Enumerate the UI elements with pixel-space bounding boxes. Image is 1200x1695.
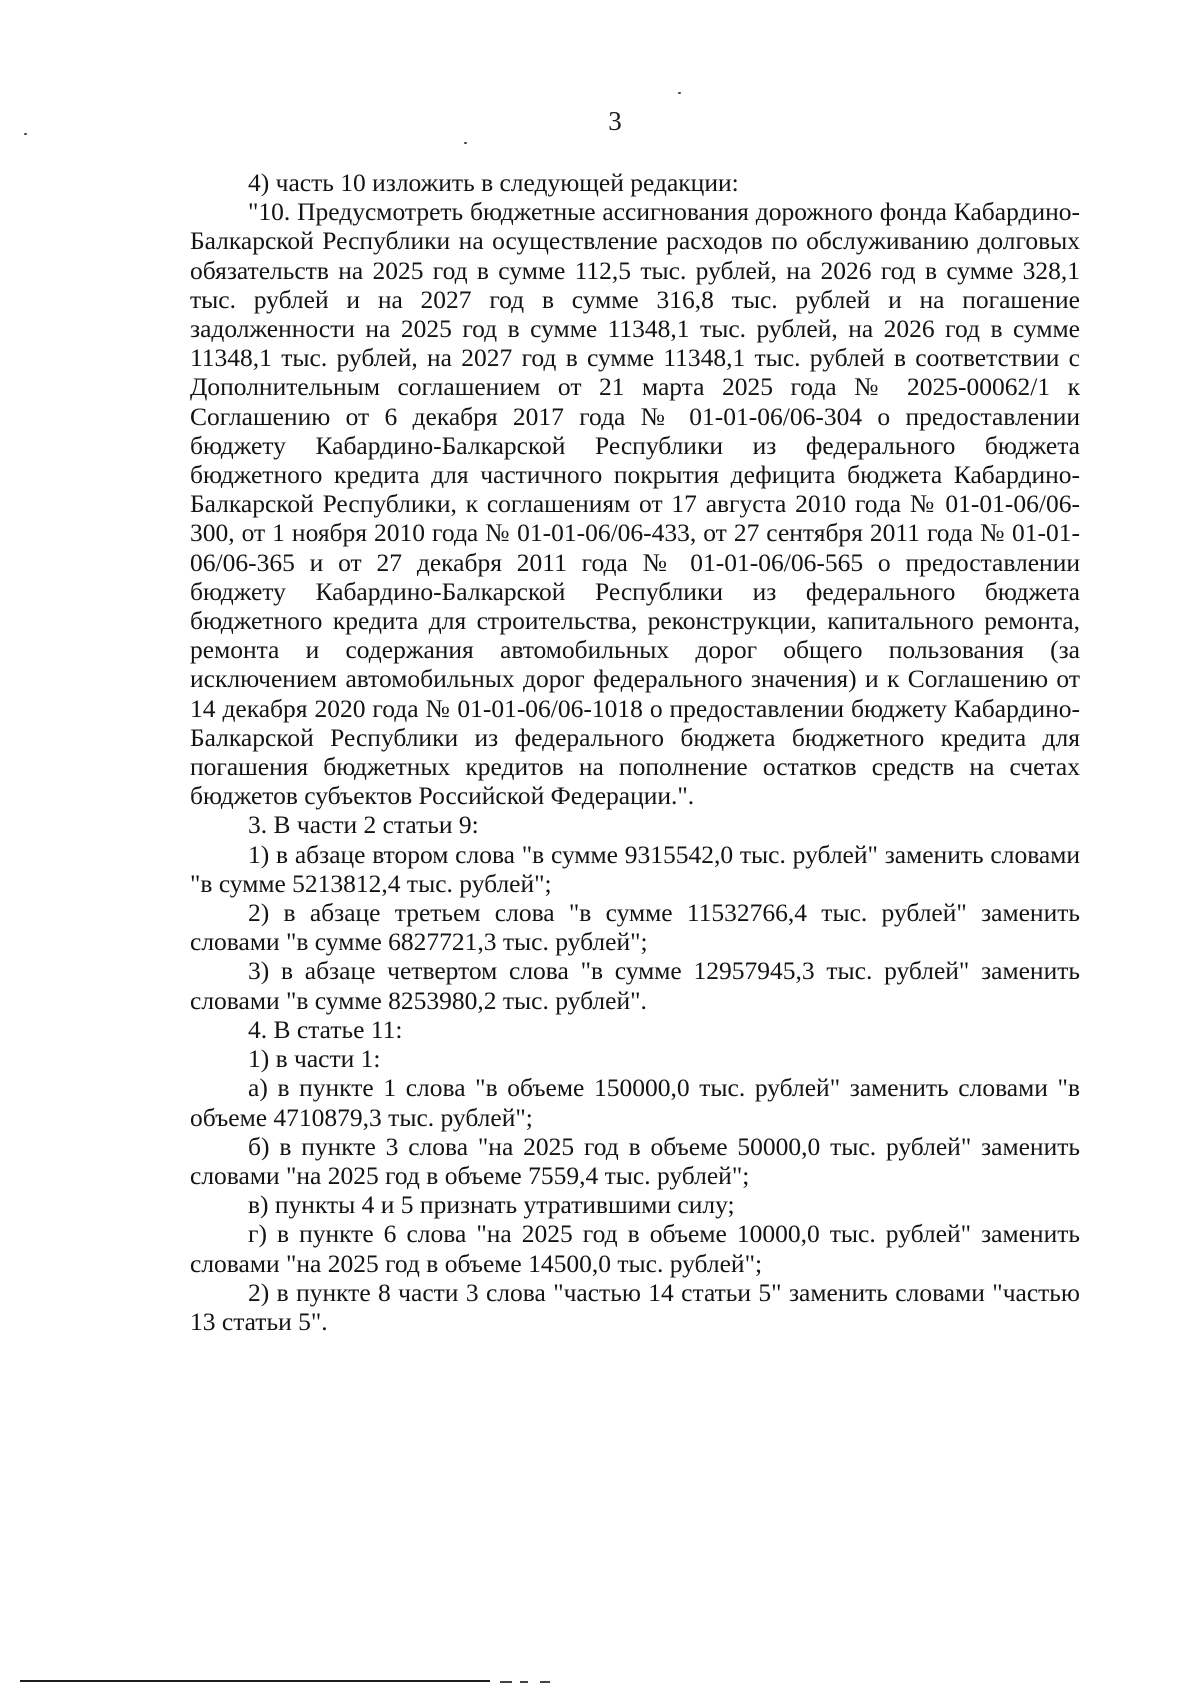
- paragraph-amendment-item-4: 4) часть 10 изложить в следующей редакции:: [248, 168, 739, 197]
- scan-speck: [678, 92, 681, 94]
- paragraph-section-4-part-1: 1) в части 1:: [248, 1044, 381, 1074]
- paragraph-article-10-text: "10. Предусмотреть бюджетные ассигнования дорожного фонда Кабардино-Балкарской Республики на осуществление расходов по обслуживанию долговых обязательств на 2025 год в сумме 112,5 тыс. рублей, на 2026 год в сумме 328,1 тыс. рублей и на 2027 год в сумме 316,8 тыс. рублей и на погашение задолженности на 2025 год в сумме 11348,1 тыс. рублей, на 2026 год в сумме 11348,1 тыс. рублей, на 2027 год в сумме 11348,1 тыс. рублей в соответствии с Дополнительным соглашением от 21 марта 2025 года № 2025-00062/1 к Соглашению от 6 декабря 2017 года № 01-01-06/06-304 о предоставлении бюджету Кабардино-Балкарской Республики из федерального бюджета бюджетного кредита для частичного покрытия дефицита бюджета Кабардино-Балкарской Республики, к соглашениям от 17 августа 2010 года № 01-01-06/06-300, от 1 ноября 2010 года № 01-01-06/06-433, от 27 сентября 2011 года № 01-01-06/06-365 и от 27 декабря 2011 года № 01-01-06/06-565 о предоставлении бюджету Кабардино-Балкарской Республики из федерального бюджета бюджетного кредита для строительства, реконструкции, капитального ремонта, ремонта и содержания автомобильных дорог общего пользования (за исключением автомобильных дорог федерального значения) и к Соглашению от 14 декабря 2020 года № 01-01-06/06-1018 о предоставлении бюджету Кабардино-Балкарской Республики из федерального бюджета бюджетного кредита для погашения бюджетных кредитов на пополнение остатков средств на счетах бюджетов субъектов Российской Федерации.".: [190, 197, 1080, 811]
- paragraph-section-4-item-g: г) в пункте 6 слова "на 2025 год в объеме 10000,0 тыс. рублей" заменить словами "на 2025 год в объеме 14500,0 тыс. рублей";: [190, 1219, 1080, 1278]
- scan-edge-line: [20, 1680, 490, 1682]
- paragraph-section-3-item-3: 3) в абзаце четвертом слова "в сумме 12957945,3 тыс. рублей" заменить словами "в сумме 8253980,2 тыс. рублей".: [190, 956, 1080, 1015]
- paragraph-section-3-heading: 3. В части 2 статьи 9:: [248, 810, 479, 840]
- scan-speck: [24, 133, 27, 135]
- scan-edge-dash: [500, 1681, 512, 1683]
- paragraph-section-3-item-1: 1) в абзаце втором слова "в сумме 9315542,0 тыс. рублей" заменить словами "в сумме 5213812,4 тыс. рублей";: [190, 839, 1080, 898]
- paragraph-section-4-heading: 4. В статье 11:: [248, 1014, 403, 1044]
- page-number: 3: [608, 106, 622, 136]
- document-body: [190, 168, 1080, 1336]
- scan-edge-dash: [540, 1681, 550, 1683]
- paragraph-section-4-item-a: а) в пункте 1 слова "в объеме 150000,0 тыс. рублей" заменить словами "в объеме 4710879,3 тыс. рублей";: [190, 1073, 1080, 1132]
- scan-speck: [464, 142, 467, 144]
- paragraph-section-4-part-2: 2) в пункте 8 части 3 слова "частью 14 статьи 5" заменить словами "частью 13 статьи 5".: [190, 1277, 1080, 1336]
- scan-edge-dash: [520, 1681, 528, 1683]
- paragraph-section-4-item-v: в) пункты 4 и 5 признать утратившими силу;: [248, 1190, 735, 1220]
- paragraph-section-4-item-b: б) в пункте 3 слова "на 2025 год в объеме 50000,0 тыс. рублей" заменить словами "на 2025 год в объеме 7559,4 тыс. рублей";: [190, 1131, 1080, 1190]
- paragraph-section-3-item-2: 2) в абзаце третьем слова "в сумме 11532766,4 тыс. рублей" заменить словами "в сумме 6827721,3 тыс. рублей";: [190, 898, 1080, 957]
